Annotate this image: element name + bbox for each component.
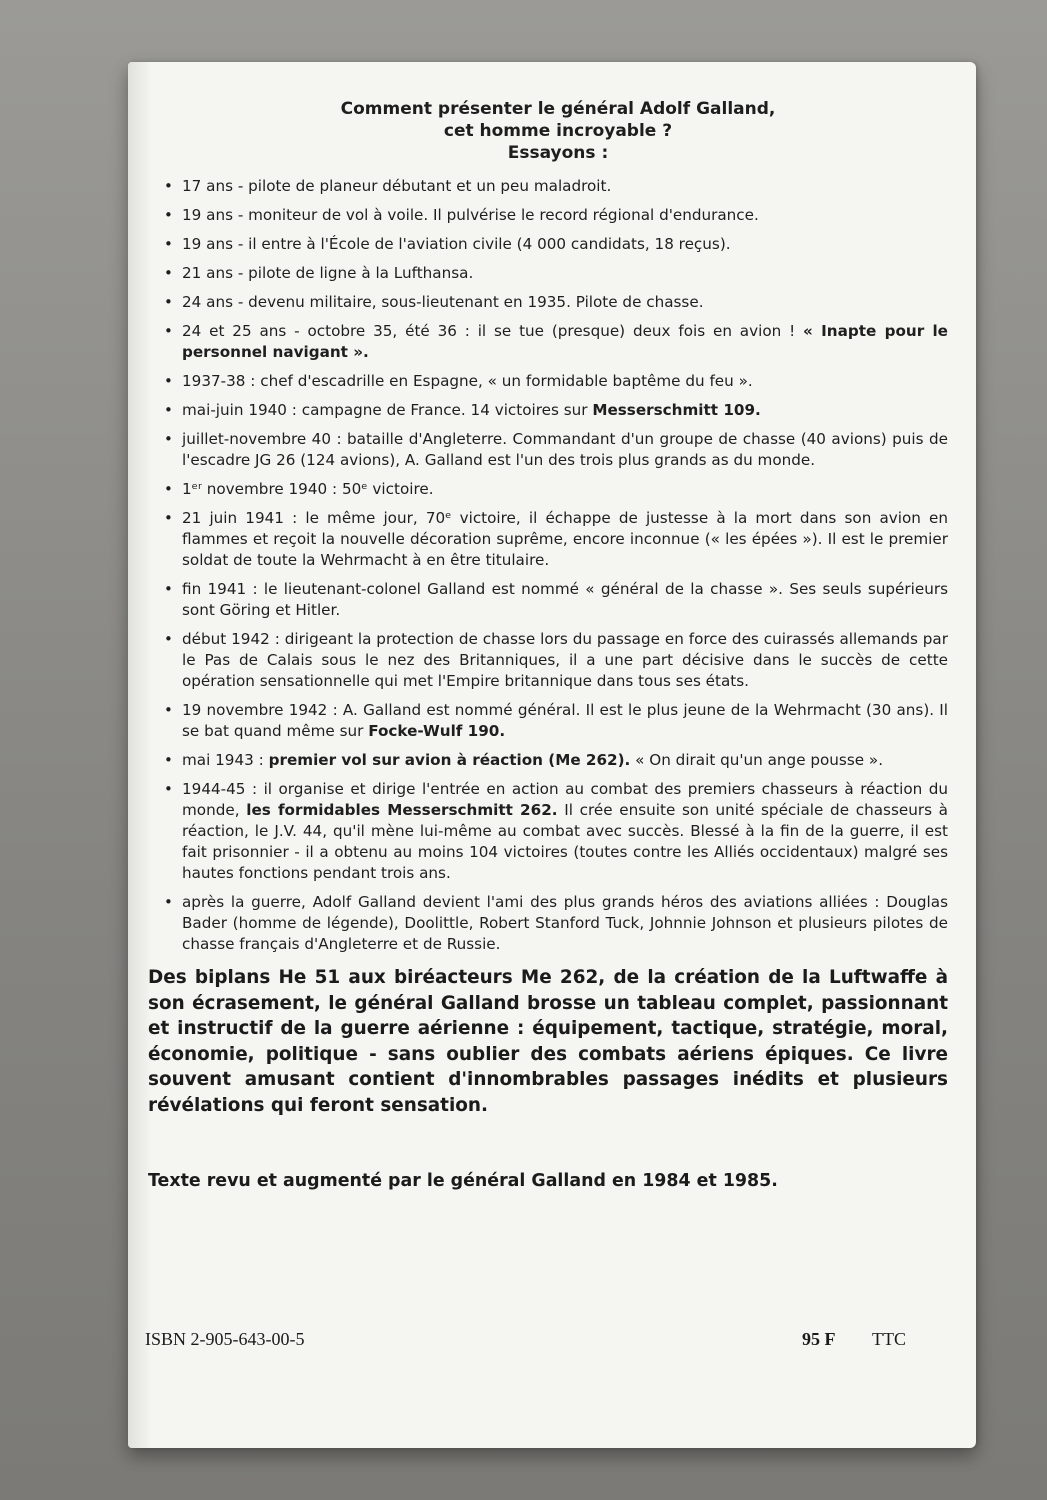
isbn-label: ISBN 2-905-643-00-5 [145, 1329, 305, 1349]
revision-note: Texte revu et augmenté par le général Galland en 1984 et 1985. [148, 1171, 778, 1191]
timeline-item: • 19 novembre 1942 : A. Galland est nommé général. Il est le plus jeune de la Wehrmacht (30 ans). Il se bat quand même sur Focke-Wulf 190. [148, 700, 948, 742]
timeline-item: • 24 et 25 ans - octobre 35, été 36 : il se tue (presque) deux fois en avion ! « Inapte pour le personnel navigant ». [148, 321, 948, 363]
heading-line-1: Comment présenter le général Adolf Galland, [340, 99, 776, 119]
timeline-item: • mai-juin 1940 : campagne de France. 14 victoires sur Messerschmitt 109. [148, 400, 948, 421]
timeline-item: • fin 1941 : le lieutenant-colonel Galland est nommé « général de la chasse ». Ses seuls supérieurs sont Göring et Hitler. [148, 579, 948, 621]
career-timeline [148, 176, 948, 955]
cover-text [148, 98, 948, 1191]
timeline-item: • 24 ans - devenu militaire, sous-lieutenant en 1935. Pilote de chasse. [148, 292, 948, 313]
heading-line-2: cet homme incroyable ? [443, 121, 673, 141]
book-back-cover [128, 62, 976, 1448]
timeline-item: • 1937-38 : chef d'escadrille en Espagne, « un formidable baptême du feu ». [148, 371, 948, 392]
timeline-item: • 1ᵉʳ novembre 1940 : 50ᵉ victoire. [148, 479, 948, 500]
timeline-item: • 1944-45 : il organise et dirige l'entrée en action au combat des premiers chasseurs à réaction du monde, les formidables Messerschmitt 262. Il crée ensuite son unité spéciale de chasseurs à réaction, le J.V. 44, qu'il mène lui-même au combat avec succès. Blessé à la fin de la guerre, il est fait prisonnier - il a obtenu au moins 104 victoires (toutes contre les Alliés occidentaux) malgré ses hautes fonctions pendant trois ans. [148, 779, 948, 884]
cover-heading [168, 98, 948, 164]
timeline-item: • 17 ans - pilote de planeur débutant et un peu maladroit. [148, 176, 948, 197]
timeline-item: • 19 ans - moniteur de vol à voile. Il pulvérise le record régional d'endurance. [148, 205, 948, 226]
timeline-item: • après la guerre, Adolf Galland devient l'ami des plus grands héros des aviations alliées : Douglas Bader (homme de légende), Doolittle, Robert Stanford Tuck, Johnnie Johnson et plusieurs pilotes de chasse français d'Angleterre et de Russie. [148, 892, 948, 955]
timeline-item: • début 1942 : dirigeant la protection de chasse lors du passage en force des cuirassés allemands par le Pas de Calais sous le nez des Britanniques, il a une part décisive dans le succès de cette opération sensationnelle qui met l'Empire britannique dans tous ses états. [148, 629, 948, 692]
book-spine-edge [128, 62, 150, 1448]
timeline-item: • 21 ans - pilote de ligne à la Lufthansa. [148, 263, 948, 284]
book-summary: Des biplans He 51 aux biréacteurs Me 262, de la création de la Luftwaffe à son écrasement, le général Galland brosse un tableau complet, passionnant et instructif de la guerre aérienne : équipement, tactique, stratégie, moral, économie, politique - sans oublier des combats aériens épiques. Ce livre souvent amusant contient d'innombrables passages inédits et plusieurs révélations qui feront sensation. [148, 967, 948, 1116]
timeline-item: • 19 ans - il entre à l'École de l'aviation civile (4 000 candidats, 18 reçus). [148, 234, 948, 255]
heading-line-3: Essayons : [507, 143, 609, 163]
timeline-item: • mai 1943 : premier vol sur avion à réaction (Me 262). « On dirait qu'un ange pousse ». [148, 750, 948, 771]
price-label: 95 F [802, 1329, 836, 1349]
timeline-item: • juillet-novembre 40 : bataille d'Angleterre. Commandant d'un groupe de chasse (40 avions) puis de l'escadre JG 26 (124 avions), A. Galland est l'un des trois plus grands as du monde. [148, 429, 948, 471]
tax-label: TTC [872, 1329, 906, 1349]
timeline-item: • 21 juin 1941 : le même jour, 70ᵉ victoire, il échappe de justesse à la mort dans son avion en flammes et reçoit la nouvelle décoration suprême, encore inconnue (« les épées »). Il est le premier soldat de toute la Wehrmacht à en être titulaire. [148, 508, 948, 571]
